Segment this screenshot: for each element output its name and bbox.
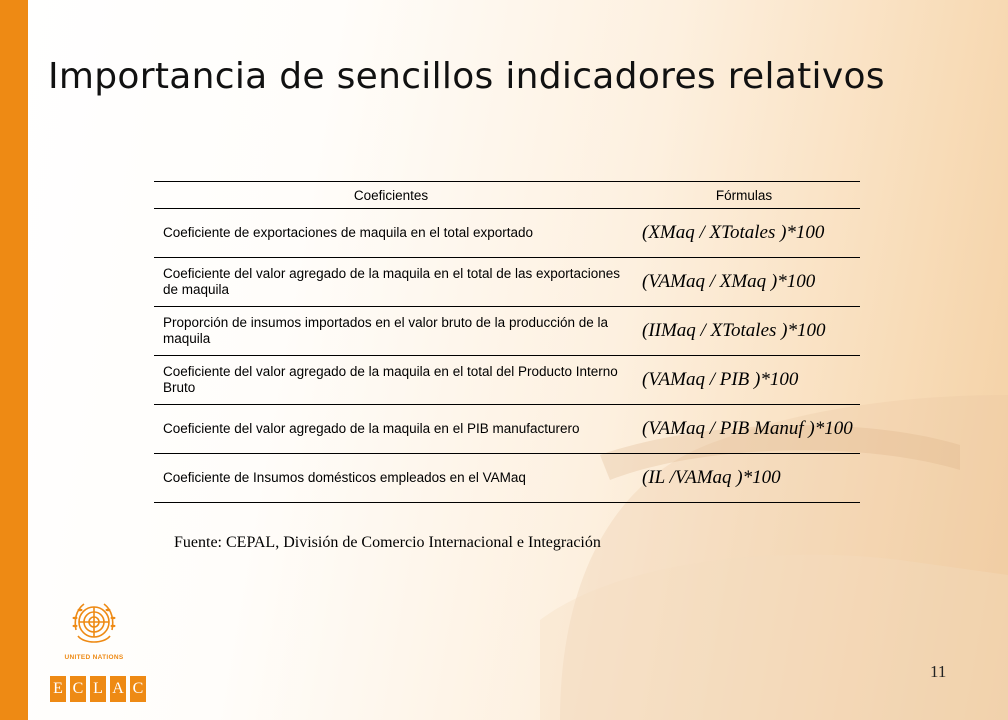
- table-row: [154, 405, 860, 454]
- row-description: Coeficiente del valor agregado de la maquila en el total de las exportaciones de maquila: [154, 258, 628, 307]
- eclac-letter: C: [130, 676, 146, 702]
- row-formula: (XMaq / XTotales )*100: [628, 209, 860, 258]
- row-description: Coeficiente del valor agregado de la maquila en el PIB manufacturero: [154, 405, 628, 454]
- row-formula: (IL /VAMaq )*100: [628, 454, 860, 503]
- row-formula: (IIMaq / XTotales )*100: [628, 307, 860, 356]
- page-number: 11: [930, 662, 947, 681]
- eclac-letter: A: [110, 676, 126, 702]
- row-formula: (VAMaq / PIB )*100: [628, 356, 860, 405]
- coefficients-header: Coeficientes: [154, 182, 628, 209]
- un-emblem-icon: [66, 596, 122, 652]
- eclac-letter: C: [70, 676, 86, 702]
- eclac-wordmark: [50, 676, 146, 702]
- table-row: [154, 454, 860, 503]
- row-description: Proporción de insumos importados en el valor bruto de la producción de la maquila: [154, 307, 628, 356]
- table-row: [154, 307, 860, 356]
- row-formula: (VAMaq / PIB Manuf )*100: [628, 405, 860, 454]
- un-wordmark: UNITED NATIONS: [64, 654, 124, 661]
- eclac-letter: E: [50, 676, 66, 702]
- eclac-logo: [50, 596, 150, 708]
- row-description: Coeficiente del valor agregado de la maquila en el total del Producto Interno Bruto: [154, 356, 628, 405]
- table-header-row: [154, 182, 860, 209]
- table-row: [154, 209, 860, 258]
- row-formula: (VAMaq / XMaq )*100: [628, 258, 860, 307]
- table-row: [154, 356, 860, 405]
- row-description: Coeficiente de Insumos domésticos empleados en el VAMaq: [154, 454, 628, 503]
- page-title: Importancia de sencillos indicadores relativos: [48, 56, 885, 97]
- eclac-letter: L: [90, 676, 106, 702]
- table-row: [154, 258, 860, 307]
- row-description: Coeficiente de exportaciones de maquila en el total exportado: [154, 209, 628, 258]
- indicators-table: [154, 181, 860, 503]
- formulas-header: Fórmulas: [628, 182, 860, 209]
- source-note: Fuente: CEPAL, División de Comercio Internacional e Integración: [174, 534, 601, 551]
